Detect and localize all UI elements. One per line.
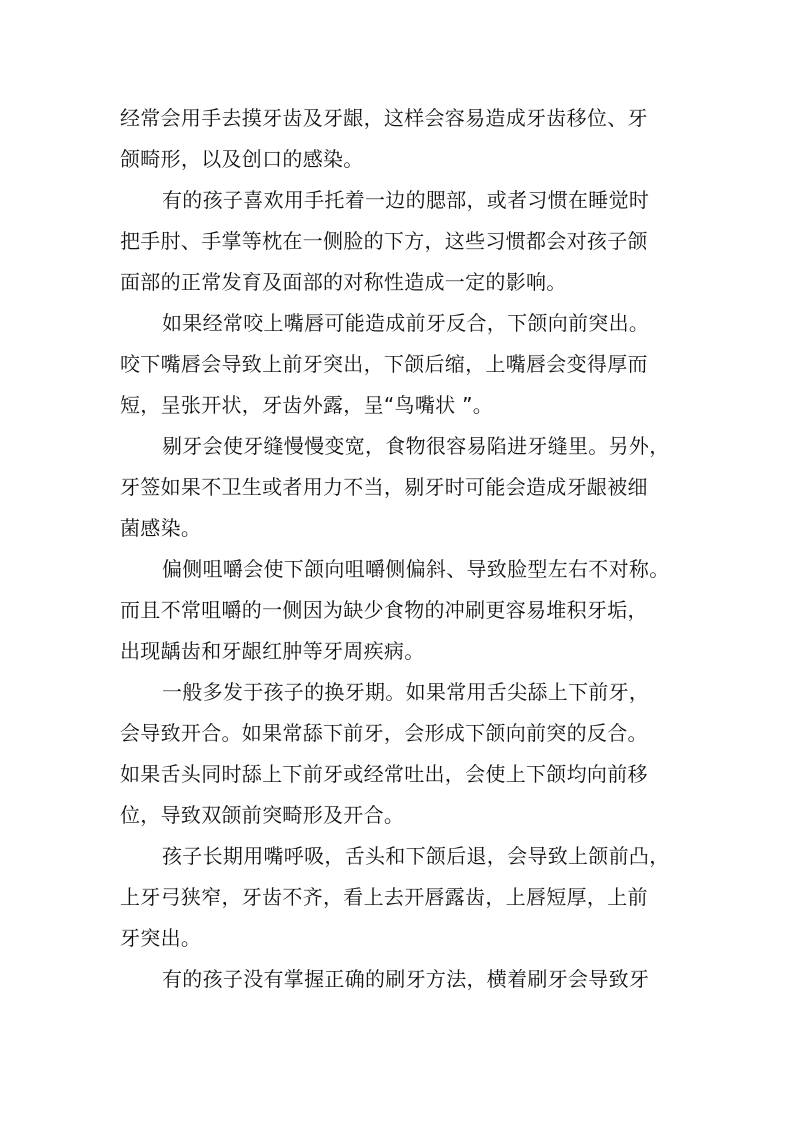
paragraph-start-line: 剔牙会使牙缝慢慢变宽，食物很容易陷进牙缝里。另外， [162,434,670,458]
text-line: 菌感染。 [120,516,202,540]
text-line: 经常会用手去摸牙齿及牙龈，这样会容易造成牙齿移位、牙 [120,106,648,130]
text-line: 上牙弓狭窄，牙齿不齐，看上去开唇露齿，上唇短厚，上前 [120,885,648,909]
text-line: 牙突出。 [120,926,202,950]
text-line: 颌畸形，以及创口的感染。 [120,147,364,171]
text-line: 牙签如果不卫生或者用力不当，剔牙时可能会造成牙龈被细 [120,475,648,499]
paragraph-start-line: 孩子长期用嘴呼吸，舌头和下颌后退，会导致上颌前凸， [162,844,670,868]
paragraph-start-line: 一般多发于孩子的换牙期。如果常用舌尖舔上下前牙， [162,680,650,704]
text-line: 咬下嘴唇会导致上前牙突出，下颌后缩，上嘴唇会变得厚而 [120,352,648,376]
text-line: 而且不常咀嚼的一侧因为缺少食物的冲刷更容易堆积牙垢， [120,598,648,622]
text-line: 把手肘、手掌等枕在一侧脸的下方，这些习惯都会对孩子颌 [120,229,648,253]
paragraph-start-line: 如果经常咬上嘴唇可能造成前牙反合，下颌向前突出。 [162,311,650,335]
text-line: 会导致开合。如果常舔下前牙，会形成下颌向前突的反合。 [120,721,648,745]
paragraph-start-line: 偏侧咀嚼会使下颌向咀嚼侧偏斜、导致脸型左右不对称。 [162,557,670,581]
text-line: 面部的正常发育及面部的对称性造成一定的影响。 [120,270,567,294]
text-line: 位，导致双颌前突畸形及开合。 [120,803,405,827]
text-line: 出现龋齿和牙龈红肿等牙周疾病。 [120,639,425,663]
paragraph-start-line: 有的孩子没有掌握正确的刷牙方法，横着刷牙会导致牙 [162,967,650,991]
text-line: 如果舌头同时舔上下前牙或经常吐出，会使上下颌均向前移 [120,762,648,786]
paragraph-start-line: 有的孩子喜欢用手托着一边的腮部，或者习惯在睡觉时 [162,188,650,212]
text-line: 短，呈张开状，牙齿外露，呈“鸟嘴状 ”。 [120,393,494,417]
